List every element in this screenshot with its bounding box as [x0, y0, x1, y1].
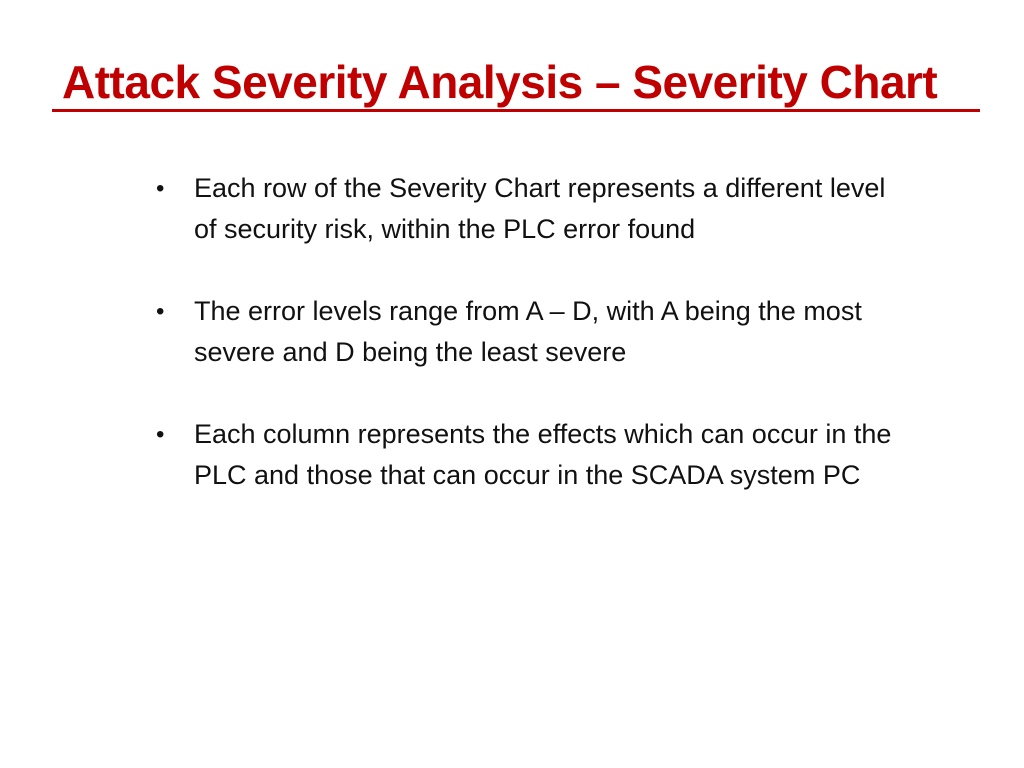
bullet-icon: •: [156, 298, 165, 325]
bullet-icon: •: [156, 175, 165, 202]
title-underline: [52, 109, 980, 112]
slide-title: Attack Severity Analysis – Severity Chart: [62, 56, 938, 108]
bullet-item: [152, 168, 912, 250]
bullet-item: [152, 414, 912, 496]
bullet-list: [152, 168, 912, 537]
bullet-text: Each column represents the effects which can occur in the PLC and those that can occur in the SCADA system PC: [194, 419, 892, 490]
bullet-text: The error levels range from A – D, with A being the most severe and D being the least severe: [194, 296, 862, 367]
bullet-text: Each row of the Severity Chart represents a different level of security risk, within the PLC error found: [194, 173, 886, 244]
bullet-icon: •: [156, 421, 165, 448]
bullet-item: [152, 291, 912, 373]
